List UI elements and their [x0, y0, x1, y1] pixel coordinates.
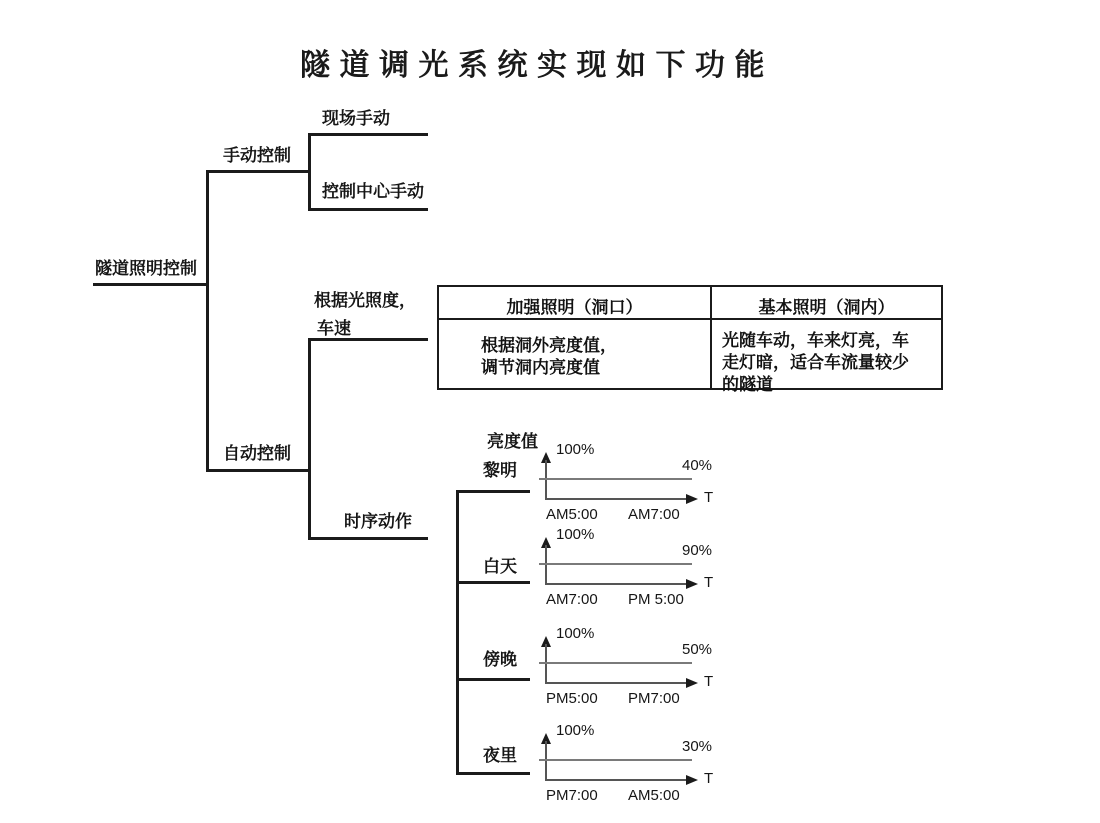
x-axis-arrow-icon [686, 678, 698, 688]
node-auto-control: 自动控制 [223, 444, 291, 463]
timing-chart-night [450, 722, 780, 808]
timing-chart-evening [450, 625, 780, 711]
x-axis-line [545, 779, 688, 781]
control-center-underline [308, 208, 428, 211]
timing-chart-day [450, 526, 780, 612]
table-header-enhanced-lighting: 加强照明（洞口） [506, 298, 643, 317]
time-start-label: AM5:00 [546, 506, 598, 523]
chart-label-evening: 傍晚 [483, 650, 517, 669]
time-start-label: AM7:00 [546, 591, 598, 608]
x-axis-line [545, 498, 688, 500]
table-cell-enhanced-line1: 根据洞外亮度值， [481, 336, 617, 355]
brightness-level-line [539, 662, 692, 664]
table-row-divider [439, 318, 941, 320]
level-percent-label: 30% [682, 738, 713, 755]
node-control-center-manual: 控制中心手动 [322, 182, 424, 201]
table-cell-basic-line2: 走灯暗，适合车流量较少 [722, 353, 909, 372]
root-underline [93, 283, 209, 286]
x-axis-arrow-icon [686, 494, 698, 504]
chart-label-night: 夜里 [483, 746, 517, 765]
x-axis-line [545, 682, 688, 684]
light-condition-underline [308, 338, 428, 341]
auto-underline [206, 469, 311, 472]
node-root: 隧道照明控制 [95, 259, 197, 278]
time-start-label: PM7:00 [546, 787, 598, 804]
table-cell-basic-line1: 光随车动，车来灯亮，车 [722, 331, 909, 350]
table-cell-basic [722, 330, 909, 396]
lighting-comparison-table [437, 285, 943, 394]
brightness-level-line [539, 759, 692, 761]
time-axis-label: T [704, 673, 714, 690]
time-end-label: AM5:00 [628, 787, 680, 804]
node-manual-control: 手动控制 [223, 146, 291, 165]
level-percent-label: 50% [682, 641, 713, 658]
level-percent-label: 40% [682, 457, 713, 474]
node-light-condition-line2: 车速 [317, 319, 351, 338]
y-max-label: 100% [556, 722, 595, 739]
table-cell-enhanced [481, 335, 617, 379]
y-max-label: 100% [556, 441, 595, 458]
node-site-manual: 现场手动 [322, 109, 390, 128]
time-end-label: AM7:00 [628, 506, 680, 523]
x-axis-arrow-icon [686, 775, 698, 785]
timing-underline [308, 537, 428, 540]
chart-label-day: 白天 [483, 557, 517, 576]
manual-underline [206, 170, 311, 173]
brightness-axis-title: 亮度值 [487, 432, 538, 451]
time-axis-label: T [704, 770, 714, 787]
time-end-label: PM 5:00 [628, 591, 684, 608]
brightness-level-line [539, 563, 692, 565]
time-axis-label: T [704, 489, 714, 506]
page-title: 隧道调光系统实现如下功能 [300, 49, 774, 82]
node-timing-action: 时序动作 [344, 512, 412, 531]
root-branch-vline [206, 170, 209, 472]
time-start-label: PM5:00 [546, 690, 598, 707]
x-axis-line [545, 583, 688, 585]
x-axis-arrow-icon [686, 579, 698, 589]
table-header-basic-lighting: 基本照明（洞内） [758, 298, 895, 317]
manual-branch-vline [308, 133, 311, 211]
site-manual-underline [308, 133, 428, 136]
level-percent-label: 90% [682, 542, 713, 559]
time-axis-label: T [704, 574, 714, 591]
table-cell-basic-line3: 的隧道 [722, 375, 773, 394]
brightness-level-line [539, 478, 692, 480]
y-max-label: 100% [556, 625, 595, 642]
auto-branch-vline [308, 338, 311, 540]
table-cell-enhanced-line2: 调节洞内亮度值 [481, 358, 600, 377]
time-end-label: PM7:00 [628, 690, 680, 707]
node-light-condition-line1: 根据光照度， [314, 291, 416, 310]
chart-label-dawn: 黎明 [483, 461, 517, 480]
y-max-label: 100% [556, 526, 595, 543]
